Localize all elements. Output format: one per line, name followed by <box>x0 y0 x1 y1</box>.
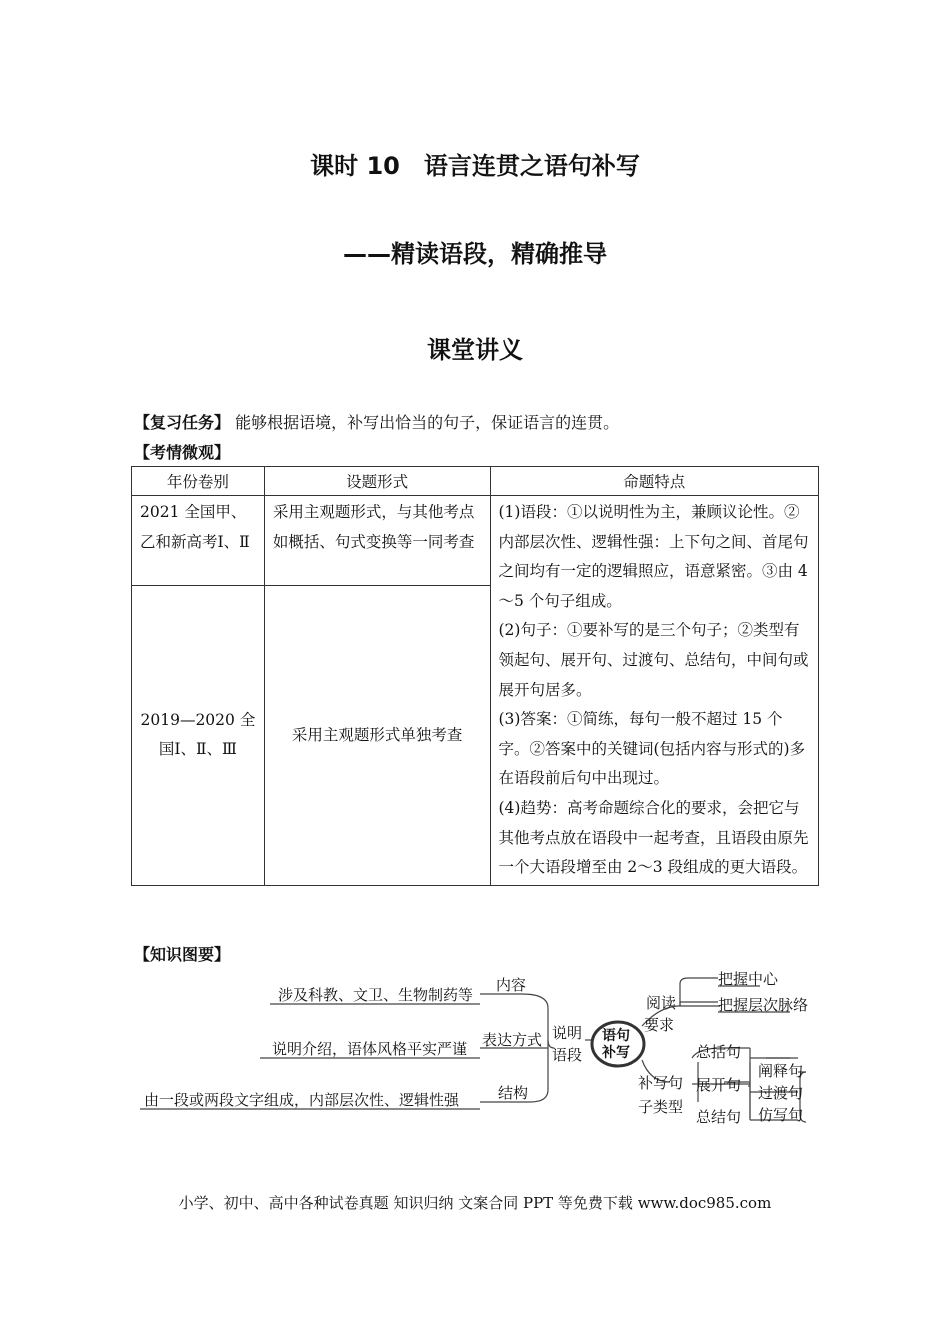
map-left-label: 内容 <box>496 976 527 994</box>
exam-overview-table <box>131 466 819 886</box>
map-type-label: 子类型 <box>638 1098 684 1116</box>
map-read-item: 把握中心 <box>718 970 779 988</box>
map-read-item: 把握层次脉络 <box>718 996 809 1014</box>
center-label: 补写 <box>602 1045 630 1061</box>
form-cell: 采用主观题形式，与其他考点如概括、句式变换等一同考查 <box>264 496 490 586</box>
year-cell: 2019—2020 全国Ⅰ、Ⅱ、Ⅲ <box>132 586 265 886</box>
map-left-label: 结构 <box>498 1084 529 1102</box>
map-left-label: 表达方式 <box>482 1031 543 1049</box>
page-footer: 小学、初中、高中各种试卷真题 知识归纳 文案合同 PPT 等免费下载 www.doc985.com <box>178 1194 772 1212</box>
feature-item: (4)趋势：高考命题综合化的要求，会把它与其他考点放在语段中一起考查，且语段由原先一个大语段增至由 2～3 段组成的更大语段。 <box>498 798 809 877</box>
knowledge-mind-map <box>130 962 820 1132</box>
feature-item: (1)语段：①以说明性为主，兼顾议论性。②内部层次性、逻辑性强：上下句之间、首尾句之间均有一定的逻辑照应，语意紧密。③由 4～5 个句子组成。 <box>498 503 809 610</box>
column-header: 命题特点 <box>490 467 819 496</box>
map-hub-label: 说明 <box>552 1024 583 1042</box>
review-task <box>134 410 619 433</box>
map-type-subitem: 仿写句 <box>758 1106 804 1124</box>
map-left-item: 由一段或两段文字组成，内部层次性、逻辑性强 <box>144 1091 460 1109</box>
table-row <box>132 496 819 586</box>
exam-overview-tag: 【考情微观】 <box>134 443 231 462</box>
review-task-tag: 【复习任务】 <box>134 413 231 432</box>
features-cell <box>490 496 819 886</box>
map-left-item: 涉及科教、文卫、生物制药等 <box>278 986 474 1004</box>
map-hub-label: 语段 <box>552 1046 583 1064</box>
map-read-label: 要求 <box>644 1016 675 1034</box>
map-type-item: 总括句 <box>696 1043 742 1061</box>
review-task-text: 能够根据语境，补写出恰当的句子，保证语言的连贯。 <box>235 413 620 432</box>
table-header-row <box>132 467 819 496</box>
map-left-item: 说明介绍，语体风格平实严谨 <box>272 1040 468 1058</box>
lesson-subtitle: ——精读语段，精确推导 <box>343 240 607 268</box>
map-type-item: 总结句 <box>696 1108 742 1126</box>
year-cell: 2021 全国甲、乙和新高考Ⅰ、Ⅱ <box>132 496 265 586</box>
map-type-subitem: 阐释句 <box>758 1062 804 1080</box>
feature-item: (3)答案：①简练，每句一般不超过 15 个字。②答案中的关键词(包括内容与形式的)多在语段前后句中出现过。 <box>498 710 806 788</box>
column-header: 年份卷别 <box>132 467 265 496</box>
map-type-item: 展开句 <box>696 1076 742 1094</box>
map-type-label: 补写句 <box>638 1074 684 1092</box>
section-heading: 课堂讲义 <box>427 336 523 364</box>
feature-item: (2)句子：①要补写的是三个句子；②类型有领起句、展开句、过渡句、总结句，中间句或展开句居多。 <box>498 621 809 699</box>
lesson-title: 课时 10 语言连贯之语句补写 <box>310 152 640 180</box>
knowledge-map-tag: 【知识图要】 <box>134 945 231 964</box>
form-cell: 采用主观题形式单独考查 <box>264 586 490 886</box>
column-header: 设题形式 <box>264 467 490 496</box>
center-label: 语句 <box>602 1028 630 1044</box>
map-read-label: 阅读 <box>646 994 677 1012</box>
map-type-subitem: 过渡句 <box>758 1084 804 1102</box>
